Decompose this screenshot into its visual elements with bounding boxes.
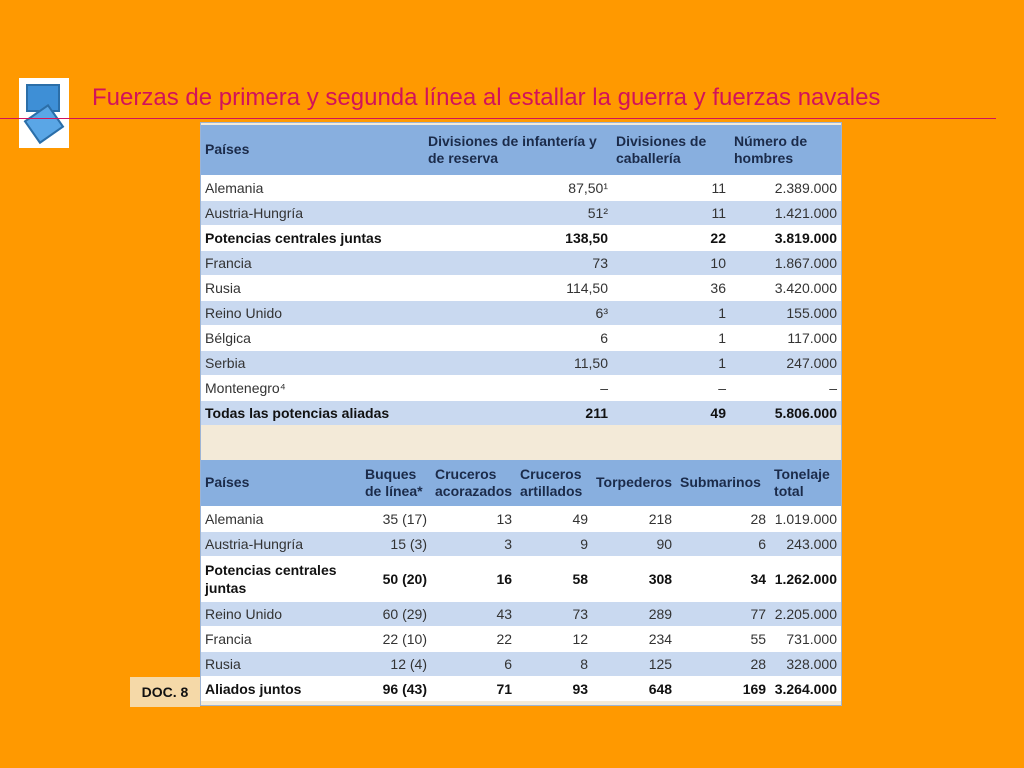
cell-inf: 87,50¹ [424,175,612,200]
col-header-tonelaje: Tonelaje total [770,460,841,506]
col-header-cruceros-acorazados: Cruceros acorazados [431,460,516,506]
cell-pais: Todas las potencias aliadas [201,400,424,425]
cell-acor: 6 [431,651,516,676]
slide-title: Fuerzas de primera y segunda línea al estallar la guerra y fuerzas navales [92,84,881,111]
cell-pais: Rusia [201,275,424,300]
table-row [201,556,841,601]
cell-art: 93 [516,676,592,701]
cell-ton: 243.000 [770,531,841,556]
col-header-paises: Países [201,125,424,175]
cell-sub: 169 [676,676,770,701]
table-row [201,676,841,701]
cell-hombres: 1.421.000 [730,200,841,225]
cell-ton: 731.000 [770,626,841,651]
cell-torp: 308 [592,556,676,601]
cell-sub: 6 [676,531,770,556]
cell-acor: 71 [431,676,516,701]
cell-pais: Reino Unido [201,601,361,626]
cell-buques: 22 (10) [361,626,431,651]
cell-pais: Montenegro⁴ [201,375,424,400]
cell-buques: 35 (17) [361,506,431,531]
table-header [201,125,841,175]
cell-pais: Francia [201,250,424,275]
logo [19,78,69,148]
cell-hombres: 117.000 [730,325,841,350]
cell-acor: 13 [431,506,516,531]
cell-art: 73 [516,601,592,626]
cell-cab: – [612,375,730,400]
cell-acor: 43 [431,601,516,626]
cell-hombres: 155.000 [730,300,841,325]
table-row [201,400,841,425]
land-forces-body [201,175,841,425]
cell-sub: 28 [676,506,770,531]
col-header-cruceros-artillados: Cruceros artillados [516,460,592,506]
cell-inf: – [424,375,612,400]
cell-pais: Potencias centrales juntas [201,225,424,250]
cell-cab: 49 [612,400,730,425]
title-divider [0,118,996,119]
table-row [201,250,841,275]
tables-panel [200,122,842,706]
cell-hombres: 5.806.000 [730,400,841,425]
cell-cab: 1 [612,350,730,375]
table-row [201,175,841,200]
col-header-buques: Buques de línea* [361,460,431,506]
cell-ton: 1.262.000 [770,556,841,601]
cell-art: 49 [516,506,592,531]
cell-inf: 211 [424,400,612,425]
cell-acor: 3 [431,531,516,556]
cell-buques: 15 (3) [361,531,431,556]
cell-art: 8 [516,651,592,676]
col-header-infanteria: Divisiones de infantería y de reserva [424,125,612,175]
table-row [201,506,841,531]
col-header-submarinos: Submarinos [676,460,770,506]
cell-buques: 12 (4) [361,651,431,676]
table-row [201,350,841,375]
cell-cab: 10 [612,250,730,275]
cell-cab: 36 [612,275,730,300]
table-row [201,601,841,626]
cell-inf: 138,50 [424,225,612,250]
cell-pais: Francia [201,626,361,651]
cell-sub: 34 [676,556,770,601]
cell-buques: 96 (43) [361,676,431,701]
cell-sub: 55 [676,626,770,651]
cell-cab: 11 [612,200,730,225]
cell-ton: 1.019.000 [770,506,841,531]
cell-torp: 90 [592,531,676,556]
cell-torp: 234 [592,626,676,651]
cell-cab: 22 [612,225,730,250]
cell-inf: 6³ [424,300,612,325]
cell-art: 58 [516,556,592,601]
cell-acor: 22 [431,626,516,651]
cell-cab: 1 [612,300,730,325]
table-row [201,275,841,300]
cell-torp: 648 [592,676,676,701]
cell-pais: Rusia [201,651,361,676]
cell-pais: Alemania [201,506,361,531]
cell-sub: 77 [676,601,770,626]
cell-inf: 11,50 [424,350,612,375]
cell-ton: 328.000 [770,651,841,676]
col-header-hombres: Número de hombres [730,125,841,175]
cell-pais: Austria-Hungría [201,200,424,225]
table-row [201,375,841,400]
naval-forces-table [201,460,841,701]
cell-hombres: 247.000 [730,350,841,375]
cell-inf: 51² [424,200,612,225]
cell-torp: 218 [592,506,676,531]
cell-inf: 114,50 [424,275,612,300]
table-row [201,225,841,250]
cell-buques: 50 (20) [361,556,431,601]
table-row [201,300,841,325]
cell-cab: 11 [612,175,730,200]
land-forces-table [201,125,841,425]
table-header [201,460,841,506]
cell-pais: Bélgica [201,325,424,350]
col-header-torpederos: Torpederos [592,460,676,506]
cell-torp: 289 [592,601,676,626]
table-row [201,200,841,225]
cell-pais: Alemania [201,175,424,200]
cell-inf: 73 [424,250,612,275]
doc-label: DOC. 8 [130,677,200,707]
table-row [201,325,841,350]
col-header-caballeria: Divisiones de caballería [612,125,730,175]
cell-hombres: 1.867.000 [730,250,841,275]
col-header-paises: Países [201,460,361,506]
table-row [201,651,841,676]
cell-pais: Aliados juntos [201,676,361,701]
cell-pais: Potencias centrales juntas [201,556,361,601]
cell-pais: Serbia [201,350,424,375]
cell-hombres: 2.389.000 [730,175,841,200]
cell-acor: 16 [431,556,516,601]
cell-hombres: 3.420.000 [730,275,841,300]
cell-art: 12 [516,626,592,651]
cell-art: 9 [516,531,592,556]
naval-forces-body [201,506,841,701]
cell-sub: 28 [676,651,770,676]
cell-ton: 3.264.000 [770,676,841,701]
cell-buques: 60 (29) [361,601,431,626]
cell-inf: 6 [424,325,612,350]
cell-pais: Austria-Hungría [201,531,361,556]
cell-cab: 1 [612,325,730,350]
cell-ton: 2.205.000 [770,601,841,626]
table-row [201,531,841,556]
cell-pais: Reino Unido [201,300,424,325]
cell-torp: 125 [592,651,676,676]
table-row [201,626,841,651]
cell-hombres: 3.819.000 [730,225,841,250]
cell-hombres: – [730,375,841,400]
